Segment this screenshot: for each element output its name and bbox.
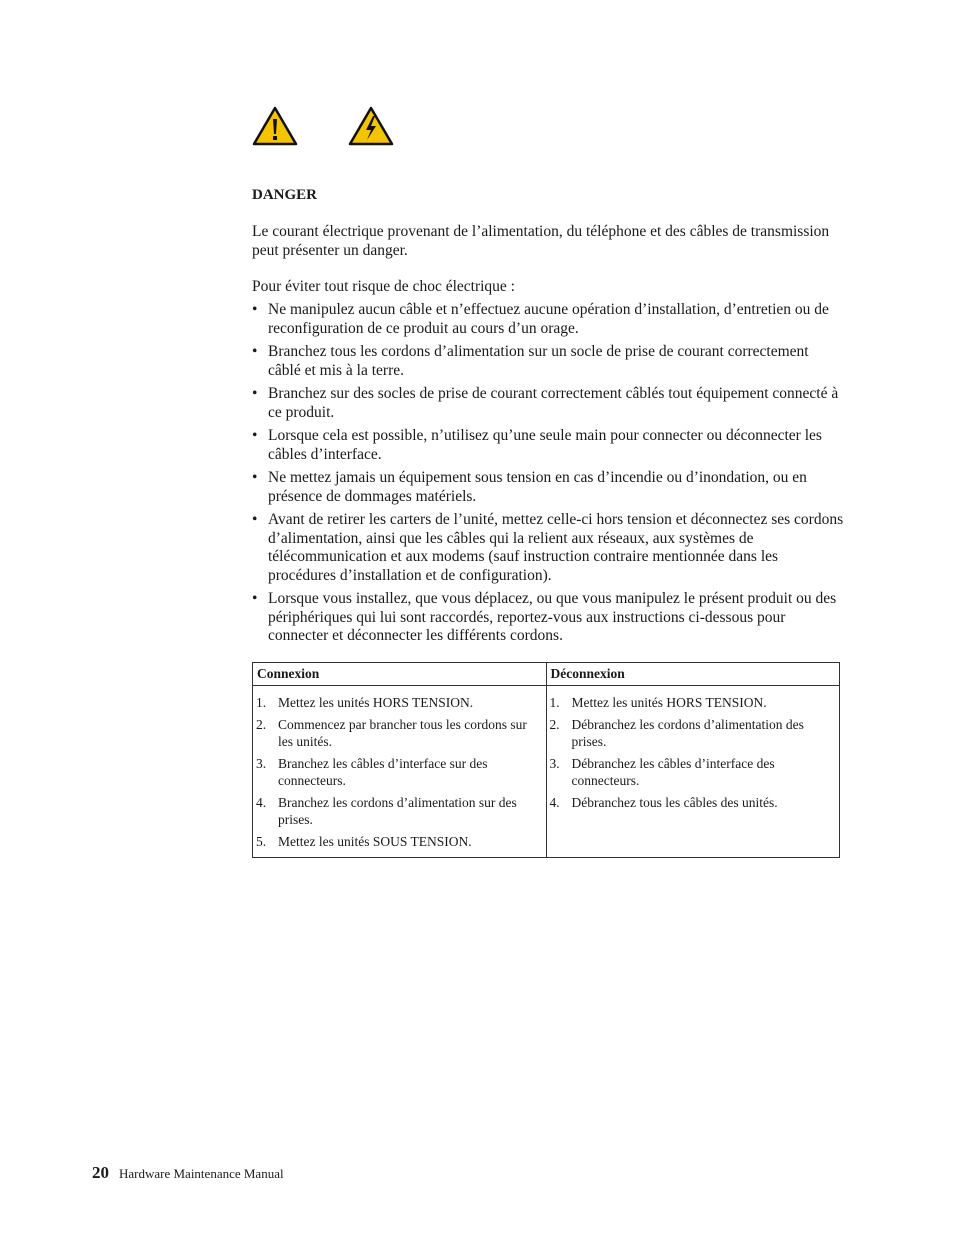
list-item — [550, 794, 836, 811]
page-number: 20 — [92, 1163, 109, 1182]
danger-paragraph: Le courant électrique provenant de l’alimentation, du téléphone et des câbles de transmission peut présenter un danger. — [252, 223, 830, 259]
list-item — [256, 694, 542, 711]
step-text: Branchez les câbles d’interface sur des connecteurs. — [278, 756, 488, 788]
electrical-hazard-icon — [348, 106, 394, 146]
step-number: 5. — [256, 834, 267, 849]
step-text: Mettez les unités HORS TENSION. — [571, 695, 767, 710]
step-number: 3. — [256, 756, 267, 771]
list-item — [256, 716, 542, 750]
step-text: Mettez les unités SOUS TENSION. — [278, 834, 472, 849]
table-row — [253, 686, 840, 858]
list-item — [550, 694, 836, 711]
step-number: 3. — [549, 756, 560, 771]
manual-title: Hardware Maintenance Manual — [119, 1166, 284, 1181]
connexion-steps — [256, 694, 542, 850]
list-item — [256, 755, 542, 789]
precautions-list — [252, 301, 844, 646]
step-text: Débranchez les câbles d’interface des connecteurs. — [571, 756, 775, 788]
step-text: Débranchez les cordons d’alimentation des prises. — [571, 717, 804, 749]
step-text: Branchez les cordons d’alimentation sur des prises. — [278, 795, 517, 827]
list-item: • Avant de retirer les carters de l’unité, mettez celle-ci hors tension et déconnectez ses cordons d’alimentation, ainsi que les câbles qui la relient aux réseaux, aux systèmes de télécommunication et aux modems (sauf instruction contraire mentionnée dans les procédures d’installation et de configuration). — [252, 511, 844, 585]
column-header-connexion: Connexion — [253, 663, 547, 686]
precautions-intro: Pour éviter tout risque de choc électrique : — [252, 278, 515, 295]
danger-heading: DANGER — [252, 187, 318, 203]
step-number: 2. — [549, 717, 560, 732]
step-text: Commencez par brancher tous les cordons sur les unités. — [278, 717, 527, 749]
page-footer — [92, 1163, 284, 1183]
step-number: 4. — [256, 795, 267, 810]
step-number: 1. — [256, 695, 267, 710]
deconnexion-steps — [550, 694, 836, 811]
list-item: • Lorsque cela est possible, n’utilisez qu’une seule main pour connecter ou déconnecter les câbles d’interface. — [252, 427, 844, 464]
list-item: • Ne manipulez aucun câble et n’effectuez aucune opération d’installation, d’entretien ou de reconfiguration de ce produit au cours d’un orage. — [252, 301, 844, 338]
column-header-deconnexion: Déconnexion — [546, 663, 840, 686]
list-item — [256, 794, 542, 828]
list-item — [550, 755, 836, 789]
step-text: Débranchez tous les câbles des unités. — [571, 795, 778, 810]
deconnexion-cell — [546, 686, 840, 858]
list-item: • Branchez sur des socles de prise de courant correctement câblés tout équipement connecté à ce produit. — [252, 385, 844, 422]
connection-steps-table — [252, 662, 840, 858]
step-text: Mettez les unités HORS TENSION. — [278, 695, 474, 710]
list-item: • Branchez tous les cordons d’alimentation sur un socle de prise de courant correctement câblé et mis à la terre. — [252, 343, 844, 380]
warning-icon — [252, 106, 298, 146]
connexion-cell — [253, 686, 547, 858]
danger-notice — [252, 186, 844, 651]
step-number: 2. — [256, 717, 267, 732]
step-number: 4. — [549, 795, 560, 810]
list-item — [550, 716, 836, 750]
list-item: • Ne mettez jamais un équipement sous tension en cas d’incendie ou d’inondation, ou en présence de dommages matériels. — [252, 469, 844, 506]
list-item — [256, 833, 542, 850]
table-header-row — [253, 663, 840, 686]
list-item: • Lorsque vous installez, que vous déplacez, ou que vous manipulez le présent produit ou des périphériques qui lui sont raccordés, reportez-vous aux instructions ci-dessous pour connecter et déconnecter les différents cordons. — [252, 590, 844, 646]
step-number: 1. — [549, 695, 560, 710]
